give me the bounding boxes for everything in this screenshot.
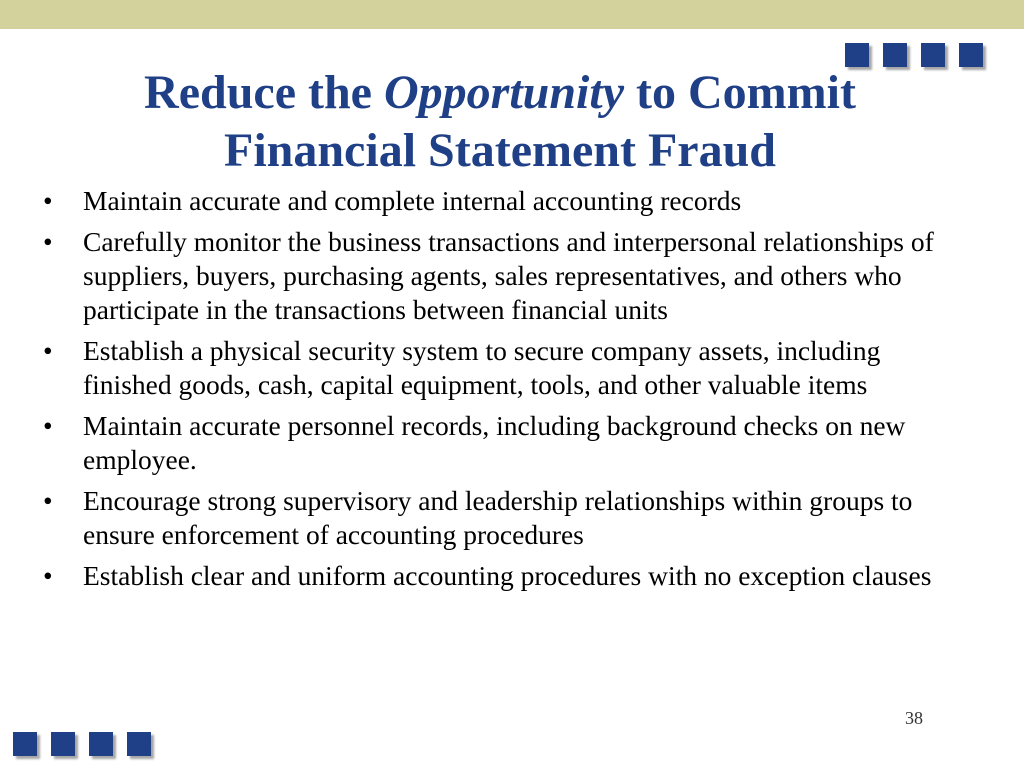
page-number: 38	[905, 708, 923, 728]
bullet-item	[40, 334, 970, 402]
decorative-square	[89, 732, 113, 756]
bullet-item	[40, 225, 970, 327]
title-part-3: to Commit	[624, 66, 856, 119]
title-part-1: Reduce the	[144, 66, 384, 119]
bullet-list	[40, 184, 970, 600]
bullet-item	[40, 484, 970, 552]
bullet-marker: •	[43, 226, 53, 257]
top-decorative-band	[0, 0, 1024, 29]
decorative-square	[51, 732, 75, 756]
bullet-text: Maintain accurate personnel records, including background checks on new employee.	[83, 410, 906, 475]
bullet-marker: •	[43, 560, 53, 591]
bullet-text: Establish a physical security system to secure company assets, including finished goods, cash, capital equipment, tools, and other valuable items	[83, 335, 881, 400]
bullet-item	[40, 559, 970, 593]
decorative-square	[13, 732, 37, 756]
bottom-left-square-decoration	[13, 732, 151, 756]
slide-title	[60, 64, 940, 180]
decorative-square	[959, 43, 983, 67]
bullet-item	[40, 409, 970, 477]
decorative-square	[127, 732, 151, 756]
bullet-text: Encourage strong supervisory and leadership relationships within groups to ensure enforcement of accounting procedures	[83, 485, 913, 550]
bullet-marker: •	[43, 410, 53, 441]
bullet-marker: •	[43, 485, 53, 516]
bullet-marker: •	[43, 335, 53, 366]
title-italic-word: Opportunity	[383, 66, 625, 119]
bullet-text: Maintain accurate and complete internal accounting records	[83, 185, 742, 216]
bullet-text: Establish clear and uniform accounting procedures with no exception clauses	[83, 560, 932, 591]
bullet-item	[40, 184, 970, 218]
bullet-marker: •	[43, 185, 53, 216]
title-line-2: Financial Statement Fraud	[224, 124, 776, 177]
bullet-text: Carefully monitor the business transactions and interpersonal relationships of suppliers, buyers, purchasing agents, sales representatives, and others who participate in the transactions between financial units	[83, 226, 934, 325]
